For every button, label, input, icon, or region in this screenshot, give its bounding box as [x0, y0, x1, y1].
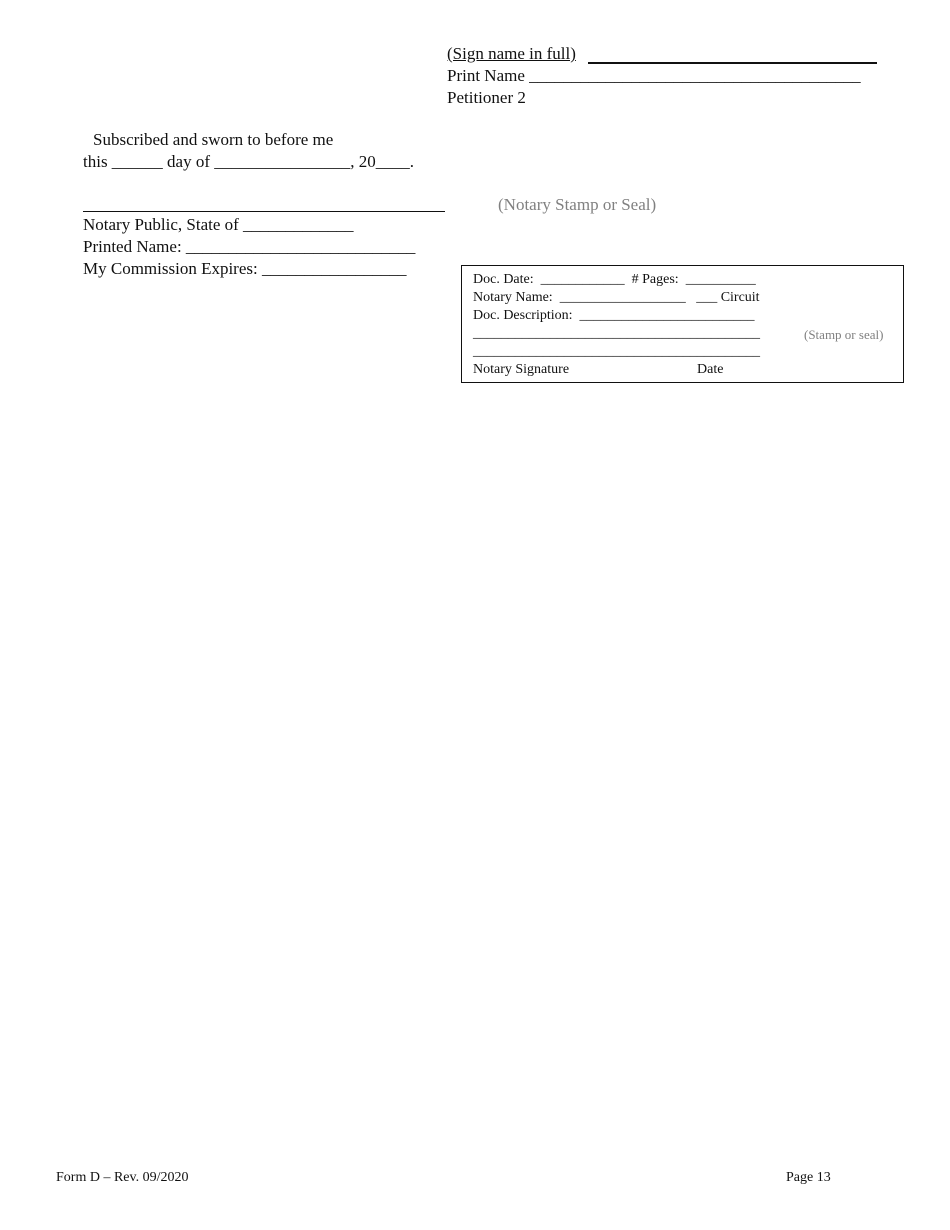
log-blank-line-2[interactable]: _________________________________________ [473, 344, 760, 359]
print-name-label [447, 65, 861, 86]
notary-printed-name-line[interactable]: Printed Name: ___________________________ [83, 237, 416, 256]
print-name-text: Print Name [447, 66, 530, 85]
notary-commission-line[interactable]: My Commission Expires: _________________ [83, 259, 407, 278]
footer-form-id: Form D – Rev. 09/2020 [56, 1170, 189, 1185]
notary-name-line[interactable]: Notary Name: __________________ ___ Circuit [473, 290, 760, 305]
log-date-label: Date [697, 362, 724, 377]
log-stamp-label: (Stamp or seal) [804, 327, 884, 342]
log-notary-signature-label: Notary Signature [473, 362, 570, 377]
doc-description-line[interactable]: Doc. Description: _________________________ [473, 308, 755, 323]
notary-state-line[interactable]: Notary Public, State of _____________ [83, 215, 354, 234]
doc-date-line[interactable]: Doc. Date: ____________ # Pages: __________ [473, 272, 756, 287]
notary-signature-line[interactable] [83, 211, 445, 212]
petitioner-role: Petitioner 2 [447, 88, 526, 107]
notary-stamp-label: (Notary Stamp or Seal) [498, 195, 657, 214]
sign-name-label: (Sign name in full) [447, 44, 576, 63]
log-blank-line-1[interactable]: _________________________________________ [473, 326, 760, 341]
sign-name-line[interactable] [588, 62, 877, 64]
footer-page-number: Page 13 [786, 1170, 831, 1185]
oath-line-1: Subscribed and sworn to before me [93, 130, 334, 149]
print-name-blank[interactable]: _______________________________________ [529, 66, 861, 85]
oath-line-2[interactable]: this ______ day of ________________, 20____. [83, 152, 415, 171]
